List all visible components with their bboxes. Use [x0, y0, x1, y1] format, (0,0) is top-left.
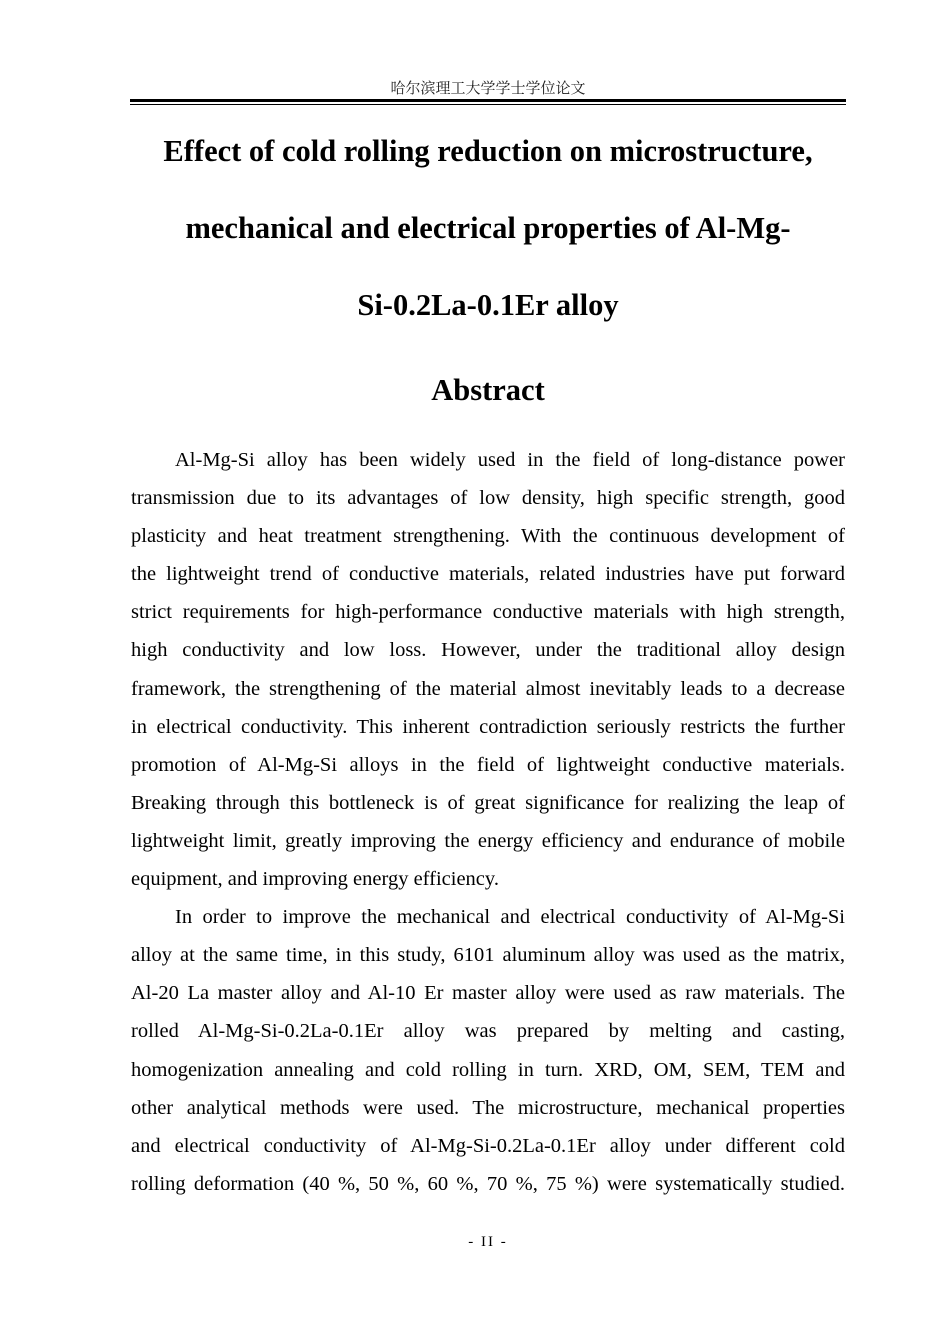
abstract-p1-line-6: high conductivity and low loss. However, under the traditional alloy design [131, 639, 845, 662]
title-line-1: Effect of cold rolling reduction on microstructure, [163, 134, 813, 168]
abstract-p2-line-1: In order to improve the mechanical and electrical conductivity of Al-Mg-Si [175, 906, 845, 929]
title-line-3: Si-0.2La-0.1Er alloy [357, 288, 619, 322]
abstract-paragraph-2 [131, 898, 845, 1203]
abstract-p1-line-9: promotion of Al-Mg-Si alloys in the field of lightweight conductive materials. [131, 753, 845, 776]
abstract-p1-line-7: framework, the strengthening of the material almost inevitably leads to a decrease [131, 677, 845, 700]
abstract-p2-line-6: other analytical methods were used. The microstructure, mechanical properties [131, 1096, 845, 1119]
abstract-p1-line-10: Breaking through this bottleneck is of great significance for realizing the leap of [131, 791, 845, 814]
page-number: - II - [468, 1234, 508, 1250]
abstract-p1-line-5: strict requirements for high-performance conductive materials with high strength, [131, 601, 845, 624]
abstract-heading: Abstract [431, 373, 545, 407]
title-line-2: mechanical and electrical properties of Al-Mg- [185, 211, 791, 245]
abstract-p2-line-3: Al-20 La master alloy and Al-10 Er master alloy were used as raw materials. The [131, 982, 845, 1005]
abstract-p1-line-12: equipment, and improving energy efficiency. [131, 868, 499, 891]
running-header: 哈尔滨理工大学学士学位论文 [390, 79, 586, 97]
abstract-paragraph-1 [131, 441, 845, 898]
abstract-p1-line-8: in electrical conductivity. This inherent contradiction seriously restricts the further [131, 715, 845, 738]
abstract-p2-line-5: homogenization annealing and cold rolling in turn. XRD, OM, SEM, TEM and [131, 1058, 845, 1081]
header-rule-thin [130, 104, 846, 105]
abstract-p2-line-4: rolled Al-Mg-Si-0.2La-0.1Er alloy was prepared by melting and casting, [131, 1020, 845, 1043]
abstract-p2-line-7: and electrical conductivity of Al-Mg-Si-0.2La-0.1Er alloy under different cold [131, 1134, 845, 1157]
abstract-p2-line-8: rolling deformation (40 %, 50 %, 60 %, 70 %, 75 %) were systematically studied. [131, 1172, 845, 1195]
thesis-title [130, 113, 846, 344]
abstract-p1-line-11: lightweight limit, greatly improving the energy efficiency and endurance of mobile [131, 829, 845, 852]
abstract-body [131, 441, 845, 1203]
abstract-p1-line-4: the lightweight trend of conductive materials, related industries have put forward [131, 563, 845, 586]
abstract-p1-line-3: plasticity and heat treatment strengthening. With the continuous development of [131, 525, 845, 548]
abstract-p1-line-1: Al-Mg-Si alloy has been widely used in the field of long-distance power [175, 449, 845, 471]
header-rule-thick [130, 99, 846, 102]
abstract-p2-line-2: alloy at the same time, in this study, 6101 aluminum alloy was used as the matrix, [131, 944, 845, 967]
abstract-p1-line-2: transmission due to its advantages of low density, high specific strength, good [131, 487, 845, 510]
